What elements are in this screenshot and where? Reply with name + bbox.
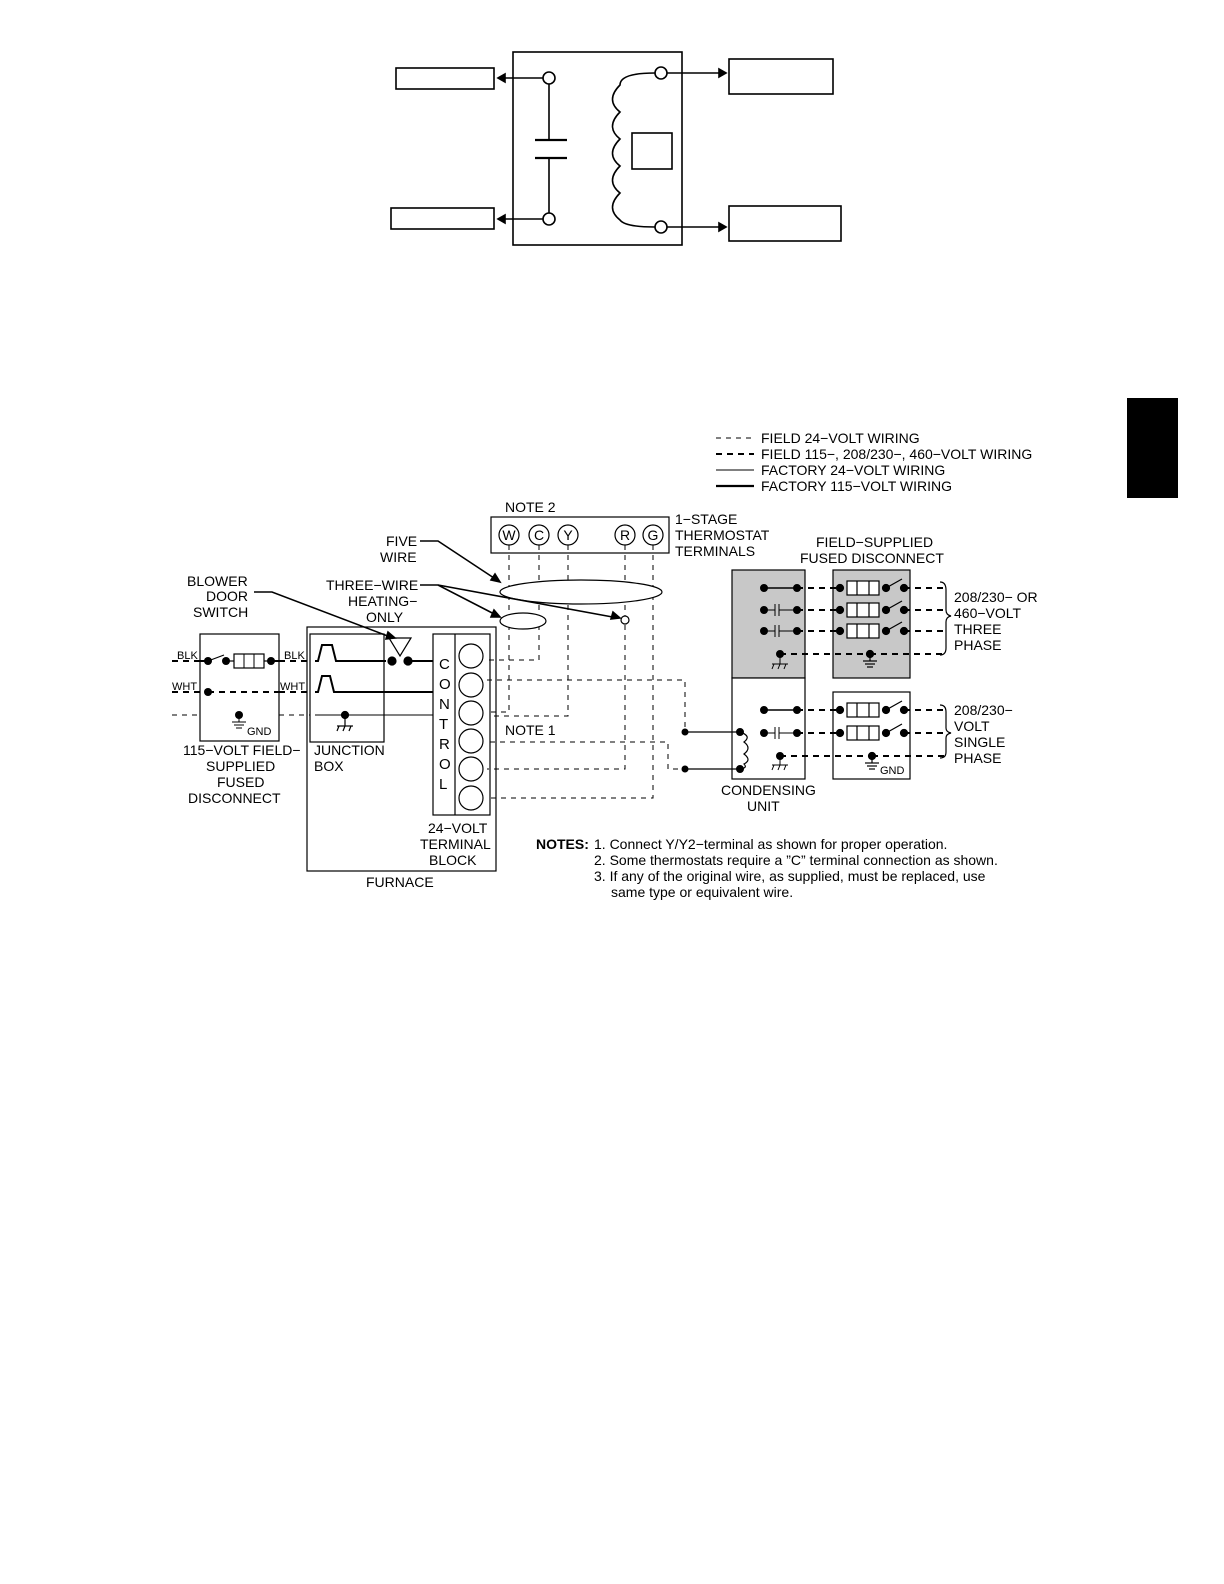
furnace-label: FURNACE — [366, 874, 434, 890]
three-wire-1: THREE−WIRE — [326, 577, 419, 593]
thermostat-title-3: TERMINALS — [675, 543, 756, 559]
terminal-y: Y — [563, 527, 573, 543]
note2-label: NOTE 2 — [505, 499, 556, 515]
blower-door-3: SWITCH — [193, 604, 249, 620]
legend-factory-115: FACTORY 115−VOLT WIRING — [761, 478, 953, 494]
wht-in-label: WHT — [172, 681, 198, 693]
three-phase-disconnect — [780, 570, 951, 678]
legend-factory-24v: FACTORY 24−VOLT WIRING — [761, 462, 946, 478]
control-letter-n: N — [439, 696, 450, 713]
five-wire-2: WIRE — [380, 549, 417, 565]
single-phase-1: 208/230− — [954, 702, 1013, 718]
five-wire-1: FIVE — [386, 533, 418, 549]
blower-door-1: BLOWER — [187, 573, 248, 589]
disc115-1: 115−VOLT FIELD− — [183, 742, 301, 758]
disconnect-115v — [172, 634, 305, 741]
fuse-115-blk — [234, 654, 264, 668]
blower-door-2: DOOR — [206, 588, 248, 604]
terminal-c: C — [533, 527, 545, 543]
right-bottom-label-box — [729, 206, 841, 241]
three-wire-r-tie — [621, 616, 629, 624]
thermostat-title-2: THERMOSTAT — [675, 527, 770, 543]
section-tab — [1127, 398, 1178, 498]
single-phase-disconnect — [780, 692, 951, 779]
left-top-terminal — [543, 72, 555, 84]
terminal-block-3: BLOCK — [429, 852, 477, 868]
condensing-unit-1: CONDENSING — [721, 782, 816, 798]
right-bottom-terminal — [655, 221, 667, 233]
control-letter-c: C — [439, 656, 450, 673]
thermostat — [491, 499, 770, 559]
left-bottom-terminal — [543, 213, 555, 225]
blk-in-label: BLK — [177, 650, 198, 662]
blk-out-label: BLK — [284, 650, 305, 662]
three-wire-bundle — [500, 613, 546, 629]
note-item-1: 1. Connect Y/Y2−terminal as shown for proper operation. — [594, 836, 948, 852]
terminal-g: G — [647, 527, 659, 543]
top-schematic — [391, 52, 841, 245]
note1-label: NOTE 1 — [505, 722, 556, 738]
disc115-3: FUSED — [217, 774, 265, 790]
terminal-w: W — [502, 527, 516, 543]
relay-core — [632, 133, 672, 169]
three-phase-4: PHASE — [954, 637, 1002, 653]
notes-heading: NOTES: — [536, 836, 589, 852]
thermostat-title-1: 1−STAGE — [675, 511, 738, 527]
note-item-2: 2. Some thermostats require a ”C” terminal connection as shown. — [594, 852, 998, 868]
three-wire-2: HEATING− — [348, 593, 418, 609]
condensing-unit-2: UNIT — [747, 798, 780, 814]
left-bottom-label-box — [391, 208, 494, 229]
three-phase-1: 208/230− OR — [954, 589, 1038, 605]
three-phase-3: THREE — [954, 621, 1002, 637]
blower-door-switch-icon — [389, 638, 411, 656]
relay-coil — [613, 73, 656, 227]
disc115-4: DISCONNECT — [188, 790, 281, 806]
control-letter-o2: O — [439, 756, 451, 773]
wht-out-label: WHT — [280, 681, 306, 693]
single-phase-3: SINGLE — [954, 734, 1006, 750]
left-top-label-box — [396, 68, 494, 89]
terminal-block-2: TERMINAL — [420, 836, 491, 852]
three-wire-3: ONLY — [366, 609, 404, 625]
legend-field-115: FIELD 115−, 208/230−, 460−VOLT WIRING — [761, 446, 1033, 462]
right-top-terminal — [655, 67, 667, 79]
single-phase-4: PHASE — [954, 750, 1002, 766]
relay-enclosure — [513, 52, 682, 245]
control-letter-r: R — [439, 736, 450, 753]
single-phase-2: VOLT — [954, 718, 990, 734]
cable-bundles — [500, 580, 662, 629]
field-fused-1: FIELD−SUPPLIED — [816, 534, 934, 550]
gnd-115-label: GND — [247, 726, 272, 738]
field-fused-2: FUSED DISCONNECT — [800, 550, 944, 566]
note-item-3: 3. If any of the original wire, as supplied, must be replaced, use — [594, 868, 986, 884]
three-phase-2: 460−VOLT — [954, 605, 1022, 621]
thermostat-terminal-strip — [491, 517, 669, 553]
control-letter-l: L — [439, 776, 448, 793]
junction-box-2: BOX — [314, 758, 344, 774]
right-top-label-box — [729, 59, 833, 94]
note-item-3-cont: same type or equivalent wire. — [611, 884, 794, 900]
legend-field-24v: FIELD 24−VOLT WIRING — [761, 430, 920, 446]
disc115-2: SUPPLIED — [206, 758, 276, 774]
control-letters — [439, 656, 451, 793]
control-letter-o: O — [439, 676, 451, 693]
control-letter-t: T — [439, 716, 449, 733]
junction-box-1: JUNCTION — [314, 742, 385, 758]
condensing-unit — [682, 570, 806, 779]
gnd-single-label: GND — [880, 765, 905, 777]
wiring-legend — [716, 430, 1032, 494]
terminal-block-1: 24−VOLT — [428, 820, 488, 836]
terminal-r: R — [619, 527, 631, 543]
